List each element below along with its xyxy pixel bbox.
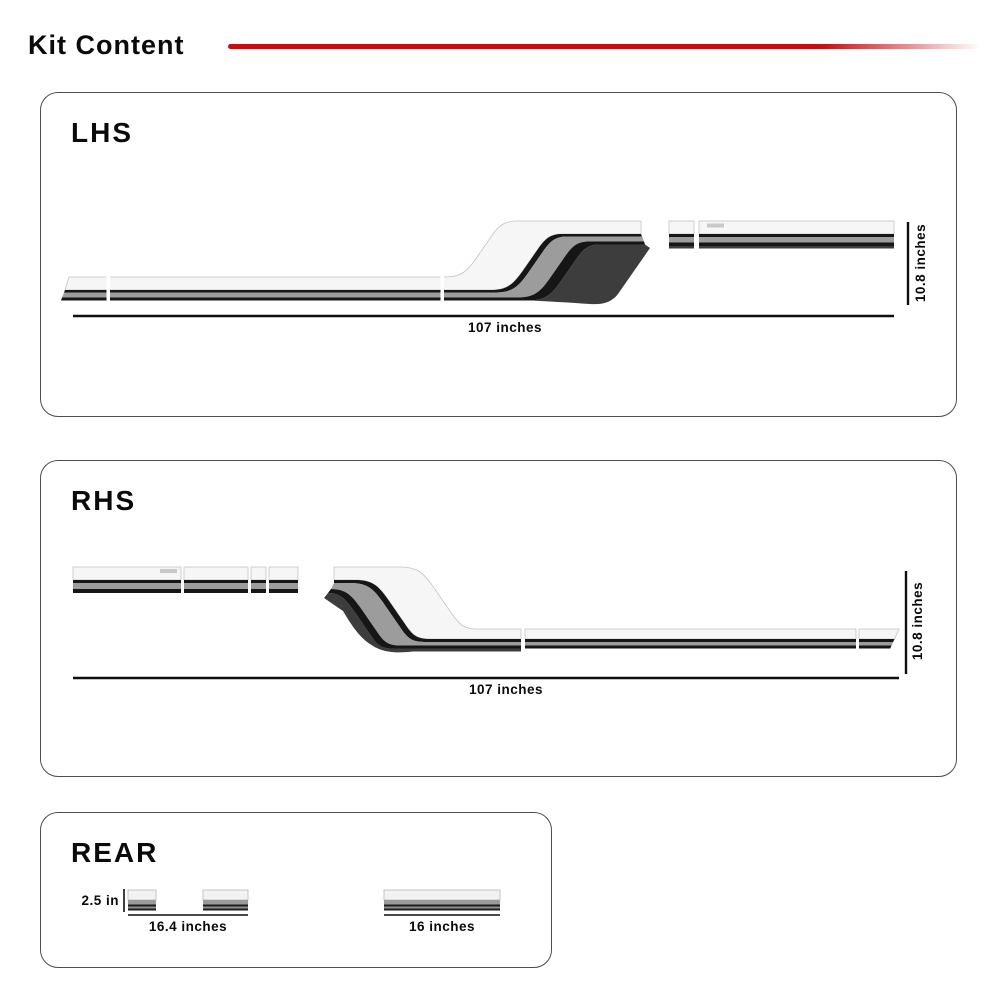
panel-rear [40,812,552,968]
rhs-length-label: 107 inches [468,682,544,697]
header-accent-rule [228,44,988,49]
rhs-height-dimension [906,571,925,674]
rear-piece-small-1 [128,890,156,911]
lhs-main-stripe-piece [61,221,650,304]
rear-group-length-dimension [128,915,248,934]
rear-height-dimension [81,889,124,912]
page-header [28,30,988,64]
lhs-piece-cut [441,274,445,303]
page-title: Kit Content [28,30,185,60]
rear-title: REAR [71,837,159,868]
lhs-height-label: 10.8 inches [913,223,928,303]
rhs-upper-stripe-piece [73,567,298,593]
rhs-length-dimension [73,678,899,697]
maker-mark [707,224,724,228]
rhs-main-stripe-piece [525,629,899,649]
rear-stripe-diagram [41,813,551,967]
lhs-height-dimension [908,222,928,305]
lhs-length-dimension [73,316,894,335]
lhs-stripe-diagram [41,93,956,416]
lhs-piece-cut [107,274,111,303]
lhs-upper-stripe-piece [669,221,894,249]
rear-group-length-label: 16.4 inches [148,919,228,934]
rhs-stripe-diagram [41,461,956,776]
rear-height-label: 2.5 in [81,893,119,908]
rear-piece-length-label: 16 inches [408,919,476,934]
rhs-height-label: 10.8 inches [910,581,925,661]
lhs-title: LHS [71,117,133,148]
lhs-length-label: 107 inches [467,320,543,335]
rear-piece-length-dimension [384,915,500,934]
rhs-title: RHS [71,485,137,516]
panel-lhs [40,92,957,417]
rear-piece-small-2 [203,890,248,911]
rhs-swoosh-piece [324,567,521,652]
panel-rhs [40,460,957,777]
maker-mark [160,569,177,573]
rear-piece-long [384,890,500,911]
